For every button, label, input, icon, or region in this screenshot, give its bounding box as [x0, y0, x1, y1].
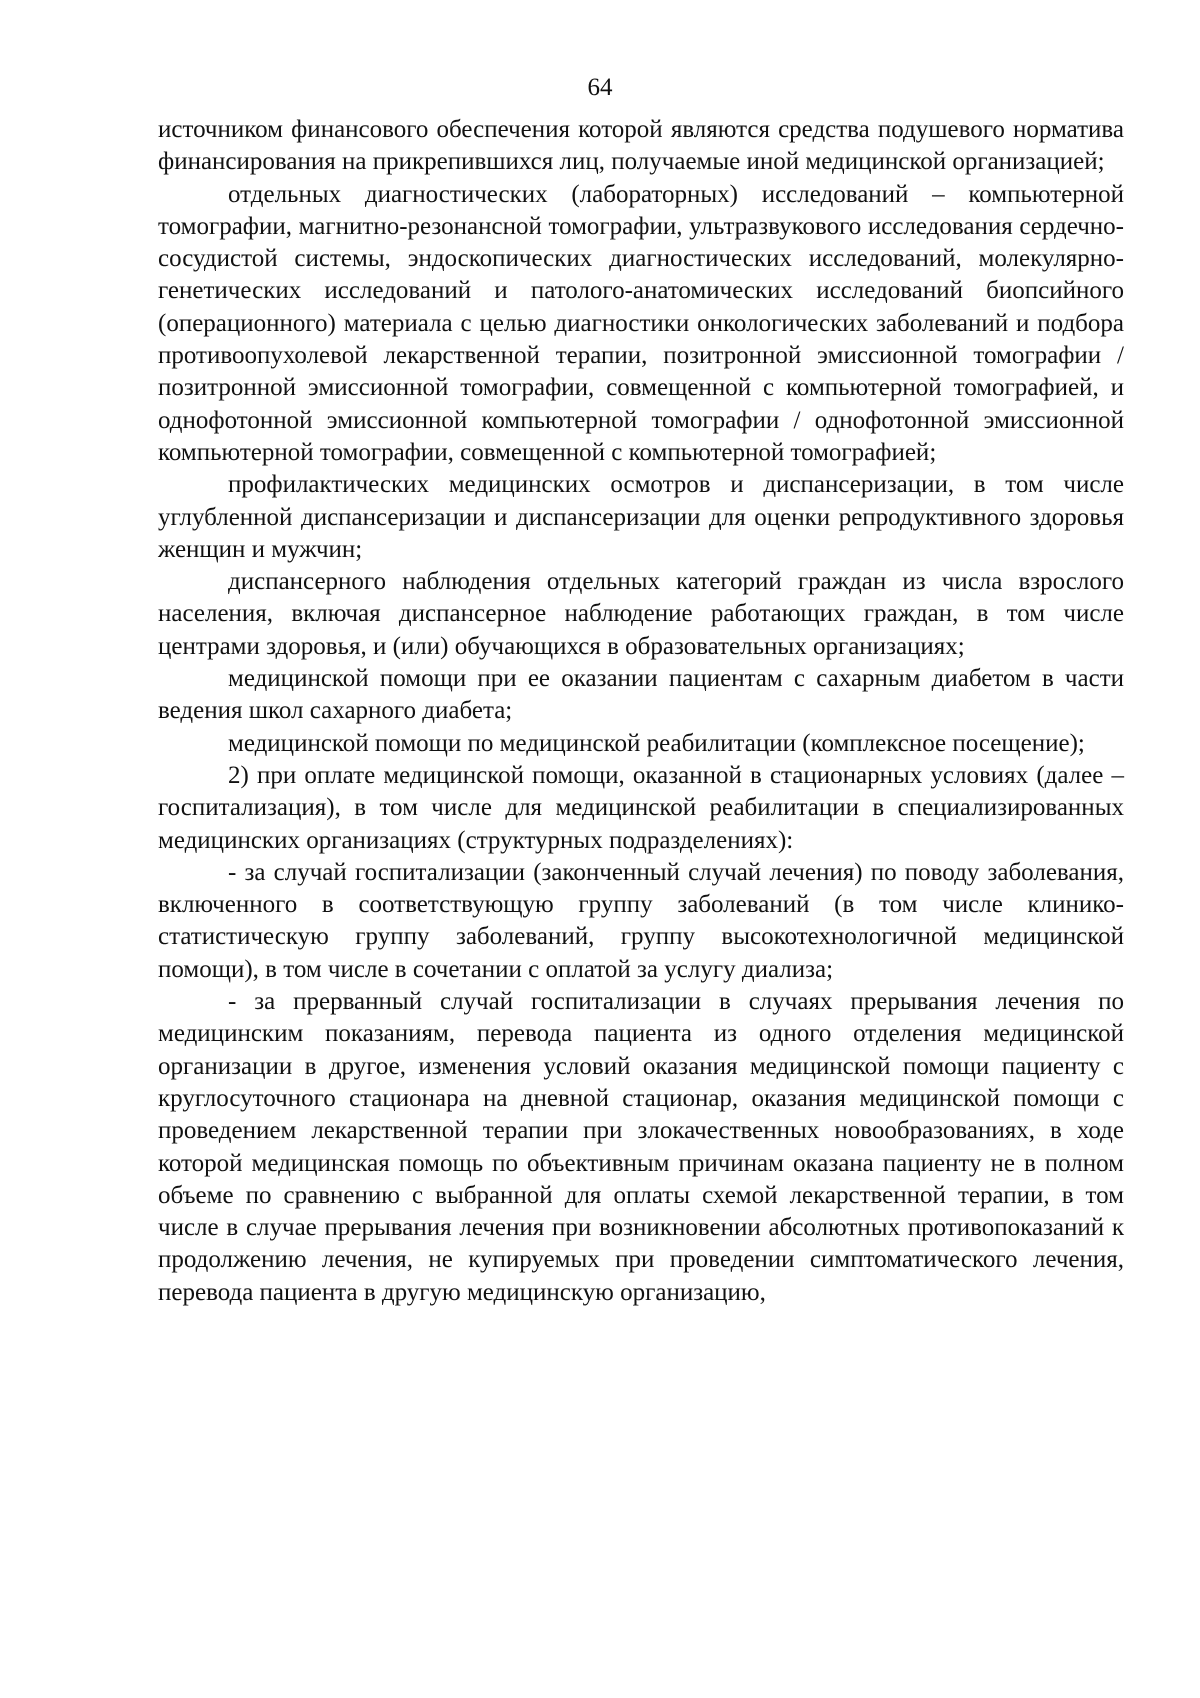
paragraph-funding-source: источником финансового обеспечения которой являются средства подушевого норматива финансирования на прикрепившихся лиц, получаемые иной медицинской организацией; [158, 116, 1124, 176]
paragraph-dispensary-observation: диспансерного наблюдения отдельных категорий граждан из числа взрослого населения, включая диспансерное наблюдение работающих граждан, в том числе центрами здоровья, и (или) обучающихся в образовательных организациях; [158, 568, 1124, 660]
paragraph-diagnostic-studies: отдельных диагностических (лабораторных) исследований – компьютерной томографии, магнитно-резонансной томографии, ультразвукового исследования сердечно-сосудистой системы, эндоскопических диагностических исследований, молекулярно-генетических исследований и патолого-анатомических исследований биопсийного (операционного) материала с целью диагностики онкологических заболеваний и подбора противоопухолевой лекарственной терапии, позитронной эмиссионной томографии / позитронной эмиссионной томографии, совмещенной с компьютерной томографией, и однофотонной эмиссионной компьютерной томографии / однофотонной эмиссионной компьютерной томографии, совмещенной с компьютерной томографией; [158, 180, 1124, 466]
paragraph-hospitalization-case: - за случай госпитализации (законченный случай лечения) по поводу заболевания, включенного в соответствующую группу заболеваний (в том числе клинико-статистическую группу заболеваний, группу высокотехнологичной медицинской помощи), в том числе в сочетании с оплатой за услугу диализа; [158, 858, 1124, 983]
page-number: 64 [587, 74, 613, 101]
paragraph-rehabilitation: медицинской помощи по медицинской реабилитации (комплексное посещение); [228, 729, 1085, 757]
paragraph-inpatient-payment: 2) при оплате медицинской помощи, оказанной в стационарных условиях (далее – госпитализация), в том числе для медицинской реабилитации в специализированных медицинских организациях (структурных подразделениях): [158, 761, 1124, 854]
document-body [158, 114, 1124, 1309]
paragraph-interrupted-case: - за прерванный случай госпитализации в случаях прерывания лечения по медицинским показаниям, перевода пациента из одного отделения медицинской организации в другое, изменения условий оказания медицинской помощи пациенту с круглосуточного стационара на дневной стационар, оказания медицинской помощи с проведением лекарственной терапии при злокачественных новообразованиях, в ходе которой медицинская помощь по объективным причинам оказана пациенту не в полном объеме по сравнению с выбранной для оплаты схемой лекарственной терапии, в том числе в случае прерывания лечения при возникновении абсолютных противопоказаний к продолжению лечения, не купируемых при проведении симптоматического лечения, перевода пациента в другую медицинскую организацию, [158, 988, 1124, 1306]
paragraph-preventive-exams: профилактических медицинских осмотров и диспансеризации, в том числе углубленной диспансеризации и диспансеризации для оценки репродуктивного здоровья женщин и мужчин; [158, 471, 1124, 563]
paragraph-diabetes-schools: медицинской помощи при ее оказании пациентам с сахарным диабетом в части ведения школ сахарного диабета; [158, 665, 1124, 725]
